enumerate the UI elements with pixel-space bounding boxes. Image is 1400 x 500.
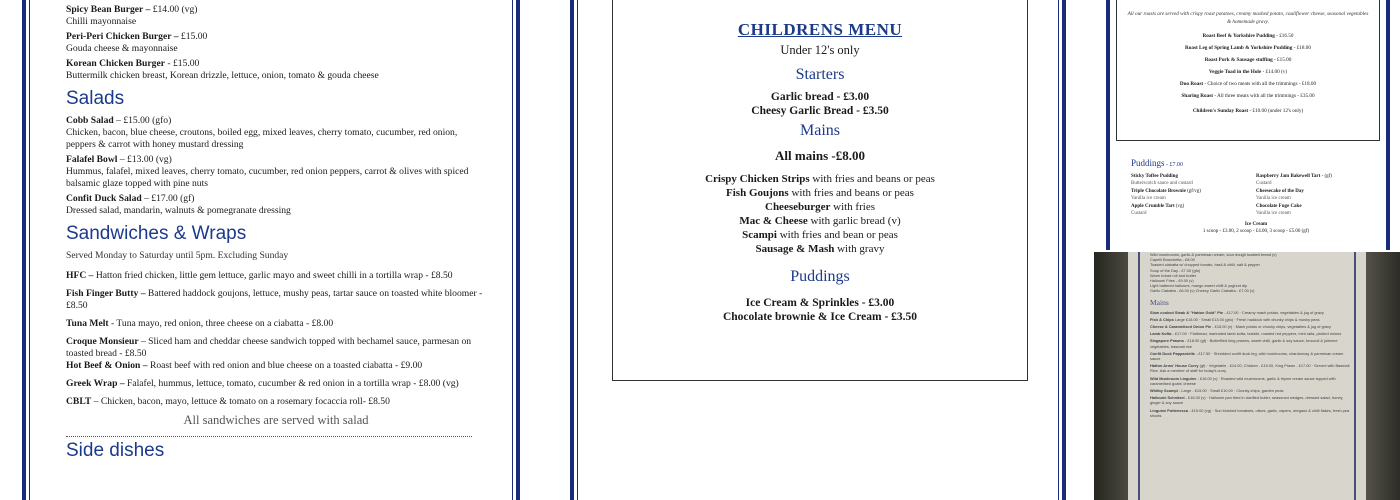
item-name: Croque Monsieur [66,336,139,347]
menu-page-left [0,0,545,500]
menu-item [66,154,486,190]
text-line: Warm bread roll and butter [1150,272,1197,278]
list-item [1117,66,1379,78]
item-desc: Dressed salad, mandarin, walnuts & pomegranate dressing [66,205,291,216]
list-item: Garlic bread - £3.00 [770,91,870,103]
list-item: Ice Cream & Sprinkles - £3.00 [745,297,895,309]
item-desc: Chilli mayonnaise [66,16,137,27]
menu-item [66,115,486,151]
page-border-right-inner [512,0,513,500]
item-name: Linguine Puttenesca [1150,407,1189,413]
menu-item [66,396,486,408]
page-border-left-inner [577,0,578,500]
item-name: Apple Crumble Tart [1131,204,1175,209]
item-name: Crispy Chicken Strips [705,173,810,185]
item-name: HFC – [66,270,94,281]
item-name: Greek Wrap – [66,378,125,389]
list-item [1117,54,1379,66]
page-border-left [22,0,26,500]
text-line: Garlic Ciabatta - £6.00 (v) Cheesy Garlic Ciabatta - £7.00 (v) [1150,288,1255,294]
menu-item [66,318,486,330]
item-name: Scampi [742,229,777,241]
item-desc: with fries and bean or peas [776,229,898,241]
page-border-right [1386,0,1390,250]
menu-item [66,288,486,312]
list-item: Cheesy Garlic Bread - £3.50 [751,105,889,117]
item-desc: – Chicken, bacon, mayo, lettuce & tomato on a rosemary focaccia roll- £8.50 [91,396,390,407]
item-desc: Hatton fried chicken, little gem lettuce, garlic mayo and sweet chilli in a tortilla wrap - £8.50 [93,270,453,281]
ice-cream-title: Ice Cream [1244,222,1268,227]
item-desc: Falafel, hummus, lettuce, tomato, cucumber & red onion in a tortilla wrap - £8.00 (vg) [124,378,459,389]
item-name: Veggie Toad in the Hole [1208,69,1262,75]
item-name: Sticky Toffee Pudding [1131,174,1178,179]
photo-menu-text [1150,252,1350,420]
item-desc: - £17.50 · Shredded confit duck leg, wild mushrooms, chardonnay & parmesan cream sauce [1150,350,1344,362]
item-desc: Chicken, bacon, blue cheese, croutons, boiled egg, mixed leaves, cherry tomato, cucumber, red onion, peppers & carrot with honey mustard dressing [66,127,458,150]
page-border-left [1106,0,1110,250]
item-name: Confit Duck Pappardelle [1150,350,1195,356]
item-desc: Hummus, falafel, mixed leaves, cherry tomato, cucumber, red onion peppers, carrot & olives with spiced balsamic glaze topped with pine nuts [66,166,469,189]
menu-content [66,4,486,461]
item-tag: (vg) [1174,204,1185,209]
text-line: Soup of the Day - £7.00 (gfo) [1150,267,1201,273]
item-name: Confit Duck Salad [66,193,142,204]
sandwiches-list [66,270,486,408]
item-desc: with garlic bread (v) [807,215,901,227]
item-name: Cheesecake of the Day [1256,189,1304,194]
childrens-menu-box [612,0,1028,381]
list-item [1150,363,1350,373]
page-border-right [516,0,520,500]
item-desc: Custard [1256,181,1272,186]
paper-border-right [1354,252,1356,500]
menu-item [66,4,486,28]
item-desc: - Large - £15.00 · Small £10.00 · Chunky chips, garden peas [1177,388,1284,394]
page-border-left [570,0,574,500]
item-desc: - £16.00 (v) · Halloumi pan fried in clarified butter, seasoned wedges, dressed salad, honey, ginger & soy sauce [1150,395,1344,406]
burgers-list [66,4,486,82]
text-line: Toasted ciabatta w/ chopped tomato, basil & chilli, salt & pepper [1150,262,1260,268]
item-desc: - £16.00 (v) · Roasted wild mushrooms, garlic & thyme cream sauce topped with caramelised goats' cheese [1150,375,1336,386]
list-item [1256,188,1381,202]
item-desc: - £17.00 · Flatbread, marinated lamb kofta, tzatziki, roasted red peppers, mint raita, pickled onions [1171,331,1342,337]
item-name: Falafel Bowl [66,154,118,165]
item-desc: - £15.00 (vg) · Sun blushed tomatoes, olives, garlic, capers, oregano & chilli flakes, fresh pea shoots [1150,407,1350,418]
item-desc: Buttermilk chicken breast, Korean drizzle, lettuce, onion, tomato & gouda cheese [66,70,379,81]
list-item [1150,338,1350,348]
list-item: Chocolate brownie & Ice Cream - £3.50 [722,311,918,323]
item-name: Halloumi Schnitzel [1150,395,1185,401]
item-name: Fish Finger Butty – [66,288,146,299]
salads-list [66,115,486,217]
page-border-left-inner [29,0,30,500]
section-subtitle: Served Monday to Saturday until 5pm. Excluding Sunday [66,250,289,261]
list-item [1150,408,1350,418]
item-name: Wild Mushroom Linguine [1150,375,1197,381]
sunday-roast-page [1094,0,1400,250]
childrens-menu-page [570,0,1068,500]
list-item [1150,331,1350,336]
list-item [613,242,1027,256]
list-item [1150,324,1350,329]
list-item [1131,203,1256,217]
item-tag: - (gf) [1320,174,1332,179]
item-name: Cheese & Caramelised Onion Pie [1150,324,1212,330]
item-price: - £15.00 [164,58,200,69]
item-name: Roast Beef & Yorkshire Pudding [1202,33,1275,39]
section-title-mains: Mains [800,122,840,139]
item-desc: - £17.00 · Creamy mash potato, vegetables & jug of gravy [1223,309,1324,315]
item-name: Hatton Arms' House Curry [1150,363,1199,369]
item-name: CBLT [66,396,92,407]
item-price: - £15.00 [1272,57,1292,63]
text-line: Wild mushrooms, garlic & parmesan cream, sour dough toasted bread (v) [1150,252,1277,257]
list-item [1117,90,1379,102]
menu-item [66,336,486,360]
section-title-starters: Starters [795,66,845,83]
text-line: Halloumi Fries - £9.00 (v) [1150,278,1194,284]
section-title-mains: Mains [1150,297,1169,307]
item-name: Fish Goujons [726,187,789,199]
item-name: Roast Leg of Spring Lamb & Yorkshire Pudding [1185,45,1293,51]
item-desc: - Tuna mayo, red onion, three cheese on a ciabatta - £8.00 [108,318,334,329]
list-item [1150,388,1350,393]
sandwiches-note: All sandwiches are served with salad [183,413,369,427]
roasts-box [1116,0,1380,141]
menu-photo [1094,252,1400,500]
mains-list [613,172,1027,256]
list-item [1131,188,1256,202]
paper-border-left [1138,252,1140,500]
item-name: Cheeseburger [765,201,831,213]
menu-item [66,270,486,282]
menu-item [66,31,486,55]
item-name: Roast Pork & Sausage stuffing [1204,57,1273,63]
item-desc: - £18.00 (gf) · Butterflied king prawns, sweet chilli, garlic & soy sauce, broccoli & julienne vegetables, basmati rice [1150,338,1338,349]
item-desc: – Sliced ham and cheddar cheese sandwich topped with bechamel sauce, parmesan on toasted bread - £8.50 [66,336,472,359]
list-item [1150,310,1350,315]
ice-cream-prices: 1 scoop - £3.00, 2 scoop - £4.00, 3 scoop - £5.00 (gf) [1202,229,1310,234]
item-desc: - £15.00 (v) · Mash potato or chunky chips, vegetables & jug of gravy [1211,324,1332,330]
puddings-columns [1131,173,1381,218]
puddings-col-right [1256,173,1381,218]
item-desc: Custard [1131,211,1147,216]
item-name: Mac & Cheese [739,215,808,227]
photo-background-left [1094,252,1128,500]
item-price: – £17.00 (gf) [141,193,195,204]
item-price: - £16.50 [1274,33,1294,39]
item-price: £15.00 [178,31,208,42]
page-subtitle: Under 12's only [780,43,860,57]
item-desc: Large £18.00 · Small £13.00 (gfo) · Fresh haddock with chunky chips & mushy peas [1173,316,1320,322]
item-name: Spicy Bean Burger – [66,4,151,15]
list-item [1131,173,1256,187]
page-border-right [1062,0,1066,500]
item-desc: with fries and beans or peas [788,187,914,199]
item-price: - £18.00 [1292,45,1311,51]
item-name: Whitby Scampi [1150,388,1178,394]
puddings-price: - £7.00 [1164,162,1184,168]
dotted-divider [66,436,472,437]
mains-price: All mains -£8.00 [775,148,865,163]
ice-cream [1131,221,1381,235]
item-name: Cobb Salad [66,115,114,126]
item-price: - Choice of two meats with all the trimmings - £18.00 [1203,81,1317,87]
item-desc: Vanilla ice cream [1256,211,1291,216]
list-item [1117,105,1379,117]
starters-list [613,90,1027,118]
page-border-right-inner [1058,0,1059,500]
list-item [1117,42,1379,54]
list-item [1150,395,1350,405]
section-title-puddings: Puddings [790,268,850,285]
list-item [1150,351,1350,361]
photo-background-right [1366,252,1400,500]
section-title-side-dishes: Side dishes [66,440,165,461]
item-name: Sausage & Mash [755,243,835,255]
item-name: Singapore Prawns [1150,338,1184,344]
item-price: - £10.00 (under 12's only) [1248,108,1304,114]
section-title-puddings [1131,160,1381,169]
item-price: - £14.00 (v) [1261,69,1288,75]
item-name: Slow cooked Steak & "Hatton Gold" Pie [1150,309,1224,315]
list-item [613,228,1027,242]
puddings-list [613,296,1027,324]
item-desc: Vanilla ice cream [1131,196,1166,201]
item-desc: with gravy [834,243,885,255]
menu-item [66,360,486,372]
text-line: Capelli Bruschetta - £8.00 [1150,257,1195,263]
item-price: – £15.00 (gfo) [113,115,172,126]
menu-item [66,193,486,217]
item-desc: Vanilla ice cream [1256,196,1291,201]
item-name: Children's Sunday Roast [1192,108,1249,114]
item-price: £14.00 (vg) [150,4,198,15]
item-desc: Butterscotch sauce and custard [1131,181,1193,186]
text-line: Light battered halloumi, mango sweet chilli & yoghurt dip [1150,283,1248,289]
item-name: Triple Chocolate Brownie [1131,189,1186,194]
list-item [613,186,1027,200]
section-title-sandwiches: Sandwiches & Wraps [66,223,247,244]
item-name: Raspberry Jam Bakewell Tart [1256,174,1321,179]
item-name: Peri-Peri Chicken Burger – [66,31,179,42]
menu-item [66,378,486,390]
list-item [1256,203,1381,217]
section-title-salads: Salads [66,88,125,109]
item-name: Chocolate Fuge Cake [1256,204,1302,209]
item-name: Tuna Melt [66,318,109,329]
item-price: - All three meats with all the trimmings - £35.00 [1213,93,1315,99]
list-item [613,200,1027,214]
item-price: – £13.00 (vg) [117,154,172,165]
puddings-section [1131,160,1381,235]
item-name: Duo Roast [1179,81,1204,87]
item-name: Sharing Roast [1181,93,1213,99]
item-desc: Battered haddock goujons, lettuce, mushy peas, tartar sauce on toasted white bloomer - £8.50 [66,288,483,311]
list-item [613,172,1027,186]
page-title: CHILDRENS MENU [737,20,903,39]
item-name: Korean Chicken Burger [66,58,165,69]
list-item [613,214,1027,228]
item-desc: (gf) · Vegetable - £14.00, Chicken - £15.00, King Prawn - £17.00 · Served with Basmati Rice. Ask a member of staff for today's curry [1150,363,1350,374]
item-name: Lamb Kofta [1150,331,1172,337]
list-item [1256,173,1381,187]
item-desc: Roast beef with red onion and blue cheese on a toasted ciabatta - £9.00 [147,360,423,371]
puddings-title: Puddings [1131,158,1165,168]
roasts-intro: All our roasts are served with crispy roast potatoes, creamy mashed potato, cauliflower cheese, seasonal vegetables & homemade gravy. [1127,11,1369,25]
item-name: Fish & Chips [1150,316,1174,322]
list-item [1117,78,1379,90]
list-item [1117,30,1379,42]
menu-item [66,58,486,82]
item-tag: (gf/vg) [1185,189,1201,194]
list-item [1150,317,1350,322]
puddings-col-left [1131,173,1256,218]
item-desc: with fries [830,201,875,213]
list-item [1150,376,1350,386]
item-desc: with fries and beans or peas [809,173,935,185]
item-name: Hot Beef & Onion – [66,360,148,371]
item-desc: Gouda cheese & mayonnaise [66,43,178,54]
